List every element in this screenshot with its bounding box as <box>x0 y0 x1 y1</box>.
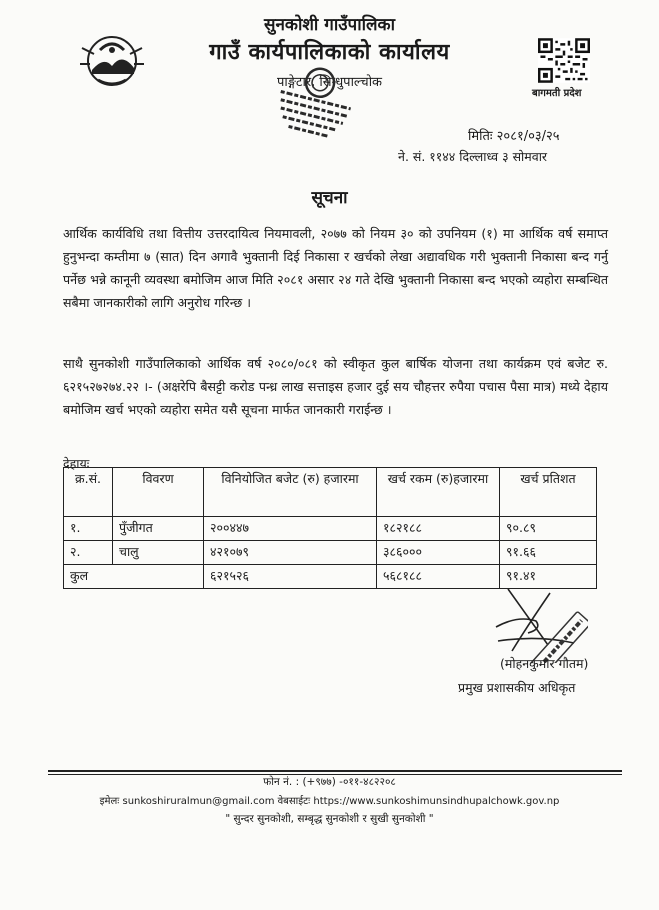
column-header-description: विवरण <box>113 468 204 517</box>
cell-total-expense: ५६८१८८ <box>377 565 500 589</box>
cell-expense: ३८६००० <box>377 541 500 565</box>
nepal-sambat-date: ने. सं. ११४४ दिल्लाध्व ३ सोमवार <box>398 149 548 164</box>
cell-sn: २. <box>64 541 113 565</box>
notice-title: सूचना <box>311 188 348 208</box>
column-header-expense: खर्च रकम (रु)हजारमा <box>377 468 500 517</box>
cell-percent: ९१.६६ <box>500 541 597 565</box>
table-header-row <box>64 468 597 517</box>
column-header-budget: विनियोजित बजेट (रु) हजारमा <box>204 468 377 517</box>
cell-description: चालु <box>113 541 204 565</box>
cell-description: पुँजीगत <box>113 517 204 541</box>
cell-expense: १८२१८८ <box>377 517 500 541</box>
signatory-name: (मोहनकुमार गौतम) <box>500 656 589 671</box>
qr-code-icon <box>538 38 590 83</box>
office-address: पाङ्गेटार, सिन्धुपाल्चोक <box>276 75 383 90</box>
expense-table <box>63 467 597 589</box>
notice-paragraph-2: साथै सुनकोशी गाउँपालिकाको आर्थिक वर्ष २०८०/०८१ को स्वीकृत कुल बार्षिक योजना तथा कार्यक्रम एवं बजेट रु. ६२१५२७२७४.२२ ।- (अक्षरेपि बैसट्टी करोड पन्ध्र लाख सत्ताइस हजार दुई सय चौहत्तर रुपैया पचास पैसा मात्र) मध्ये देहाय बमोजिम खर्च भएको व्यहोरा समेत यसै सूचना मार्फत जानकारी गराईन्छ । <box>63 356 608 417</box>
footer-slogan: " सुन्दर सुनकोशी, सम्बृद्ध सुनकोशी र सुखी सुनकोशी " <box>225 813 434 825</box>
letter-date: मितिः २०८१/०३/२५ <box>468 129 560 144</box>
footer-contact: इमेलः sunkoshiruralmun@gmail.com वेबसाईटः https://www.sunkoshimunsindhupalchowk.gov.np <box>99 796 560 807</box>
municipality-name: सुनकोशी गाउँपालिका <box>263 15 395 35</box>
office-seal-stamp <box>270 62 358 152</box>
cell-budget: २००४४७ <box>204 517 377 541</box>
footer-rule-thick <box>48 770 622 772</box>
office-name: गाउँ कार्यपालिकाको कार्यालय <box>209 40 450 65</box>
signatory-title: प्रमुख प्रशासकीय अधिकृत <box>458 680 576 695</box>
table-row <box>64 541 597 565</box>
province-label: बागमती प्रदेश <box>532 88 582 99</box>
table-row <box>64 517 597 541</box>
cell-total-percent: ९१.४१ <box>500 565 597 589</box>
cell-sn: १. <box>64 517 113 541</box>
table-caption: देहायः <box>63 456 90 471</box>
cell-budget: ४२१०७९ <box>204 541 377 565</box>
handwritten-signature <box>478 585 588 663</box>
column-header-percent: खर्च प्रतिशत <box>500 468 597 517</box>
cell-total-label: कुल <box>64 565 204 589</box>
cell-percent: ९०.८९ <box>500 517 597 541</box>
cell-total-budget: ६२१५२६ <box>204 565 377 589</box>
notice-paragraph-1: आर्थिक कार्यविधि तथा वित्तीय उत्तरदायित्व नियमावली, २०७७ को नियम ३० को उपनियम (१) मा आर्थिक वर्ष समाप्त हुनुभन्दा कम्तीमा ७ (सात) दिन अगावै भुक्तानी दिई निकासा र खर्चको लेखा अद्यावधिक गरी भुक्तानी निकासा बन्द गर्नु पर्नेछ भन्ने कानूनी व्यवस्था बमोजिम आज मिति २०८१ असार २४ गते देखि भुक्तानी निकासा बन्द भएको व्यहोरा सम्बन्धित सबैमा जानकारीको लागि अनुरोध गरिन्छ । <box>63 226 608 310</box>
footer-phone: फोन नं. : (+९७७) -०११-४८२२०८ <box>263 776 396 788</box>
column-header-sn: क्र.सं. <box>64 468 113 517</box>
